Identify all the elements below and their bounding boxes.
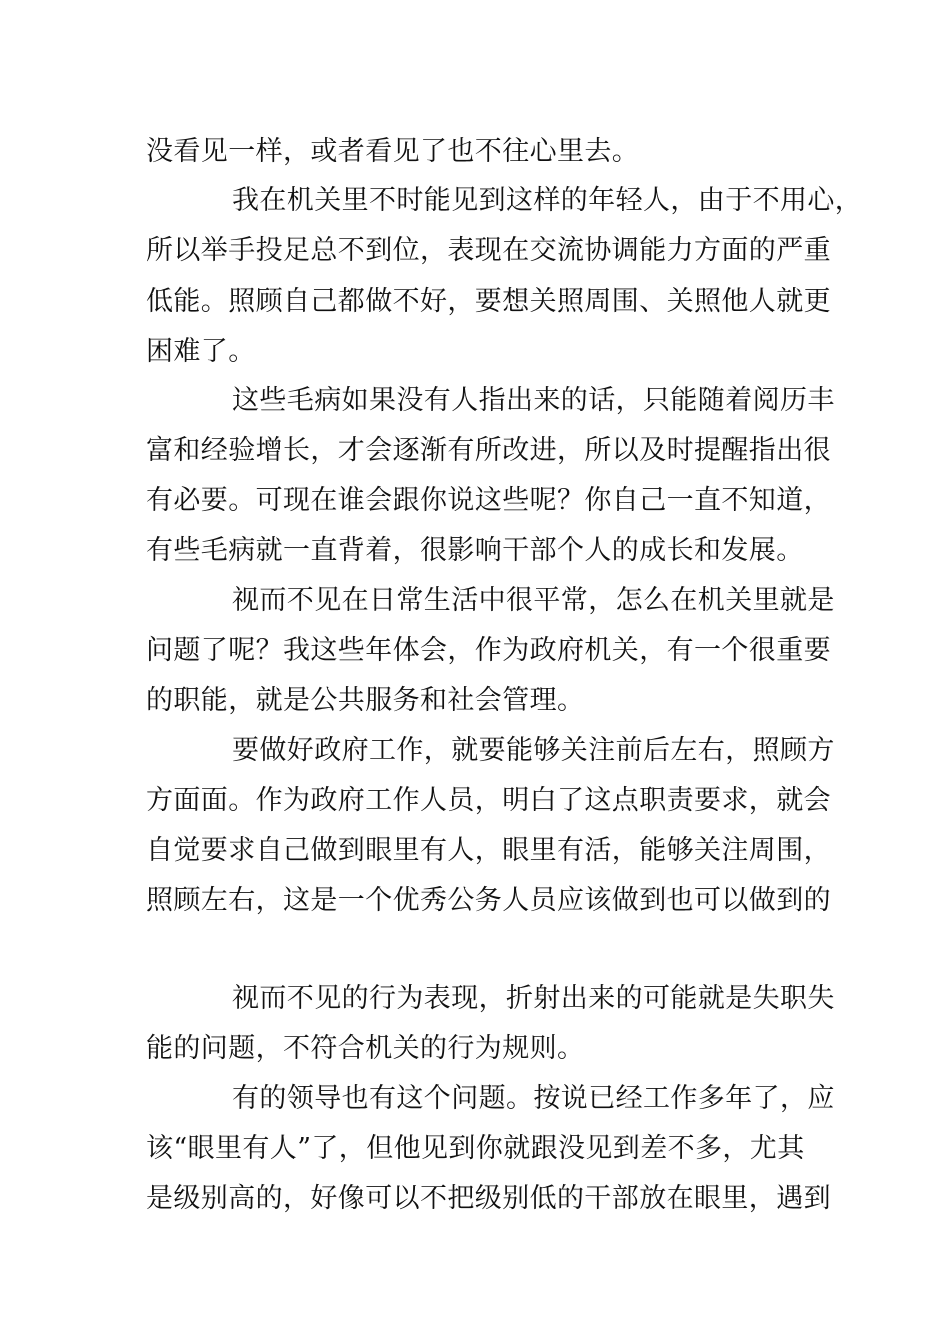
text-line: 的职能，就是公共服务和社会管理。 xyxy=(146,685,585,716)
text-line: 富和经验增长，才会逐渐有所改进，所以及时提醒指出很 xyxy=(146,435,831,466)
text-line: 问题了呢？我这些年体会，作为政府机关，有一个很重要 xyxy=(146,635,831,666)
text-line: 没看见一样，或者看见了也不往心里去。 xyxy=(146,136,640,167)
paragraph-first-line: 视而不见的行为表现，折射出来的可能就是失职失 xyxy=(232,983,835,1014)
text-line: 低能。照顾自己都做不好，要想关照周围、关照他人就更 xyxy=(146,286,831,317)
paragraph-first-line: 我在机关里不时能见到这样的年轻人，由于不用心， xyxy=(232,185,863,216)
paragraph-first-line: 视而不见在日常生活中很平常，怎么在机关里就是 xyxy=(232,585,835,616)
text-line: 是级别高的，好像可以不把级别低的干部放在眼里，遇到 xyxy=(146,1183,831,1214)
text-line: 该“眼里有人”了，但他见到你就跟没见到差不多，尤其 xyxy=(146,1133,805,1164)
text-line: 有些毛病就一直背着，很影响干部个人的成长和发展。 xyxy=(146,535,804,566)
text-line: 有必要。可现在谁会跟你说这些呢？你自己一直不知道， xyxy=(146,485,831,516)
text-line: 方面面。作为政府工作人员，明白了这点职责要求，就会 xyxy=(146,785,831,816)
text-line: 所以举手投足总不到位，表现在交流协调能力方面的严重 xyxy=(146,235,831,266)
paragraph-first-line: 有的领导也有这个问题。按说已经工作多年了，应 xyxy=(232,1083,835,1114)
text-line: 照顾左右，这是一个优秀公务人员应该做到也可以做到的 xyxy=(146,885,831,916)
text-line: 困难了。 xyxy=(146,336,256,367)
text-line: 能的问题，不符合机关的行为规则。 xyxy=(146,1033,585,1064)
paragraph-first-line: 这些毛病如果没有人指出来的话，只能随着阅历丰 xyxy=(232,385,835,416)
paragraph-first-line: 要做好政府工作，就要能够关注前后左右，照顾方 xyxy=(232,735,835,766)
text-line: 自觉要求自己做到眼里有人，眼里有活，能够关注周围， xyxy=(146,835,831,866)
